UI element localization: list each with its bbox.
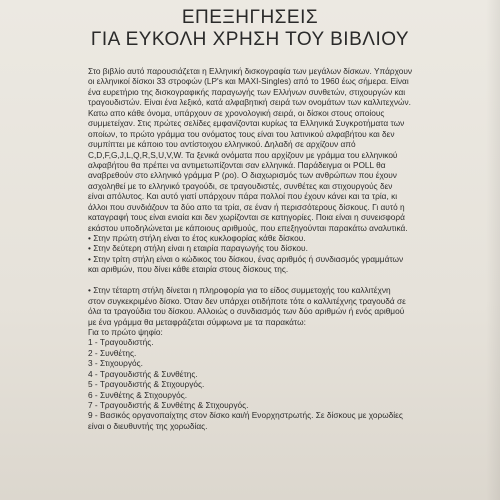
text-line: 4 - Τραγουδιστής & Συνθέτης.	[88, 368, 198, 379]
text-line: • Στην τρίτη στήλη είναι ο κώδικος του δίσκου, ένας αριθμός ή συνδιασμός γραμμάτων	[88, 253, 404, 264]
text-line: συμπίπτει με κάποιο του αντίστοιχου ελληνικού. Δηλαδή σε αρχίζουν από	[88, 139, 356, 150]
text-line: είναι ο διευθυντής της χορωδίας.	[88, 420, 208, 431]
text-line	[88, 275, 428, 285]
text-line: τραγουδιστών. Είναι ένα λεξικό, κατά αλφαβητική σειρά των ονομάτων των καλλιτεχνών.	[88, 97, 411, 108]
text-line: Για το πρώτο ψηφίο:	[88, 326, 163, 337]
text-line: άλλοι που συνδιάζουν τα δύο απο τα τρία, σε έναν ή περισσότερους δίσκους. Γι αυτό η	[88, 201, 405, 212]
text-line: είναι απόλυτος. Και αυτό γιατί υπάρχουν πάρα πολλοί που έχουν κάνει και τα τρία, κι	[88, 191, 398, 202]
text-line: 7 - Τραγουδιστής & Συνθέτης & Στιχουργός.	[88, 400, 249, 410]
text-line: συμμετείχαν. Στις πρώτες σελίδες εμφανίζονται κυρίως τα Ελληνικά Συγκροτήματα των	[88, 118, 405, 129]
text-line: όλα τα τραγούδια του δίσκου. Αλλοιώς ο συνδιασμός των δύο αριθμών ή ενός αριθμού	[88, 306, 405, 317]
text-line: οι ελληνικοί δίσκοι 33 στροφών (LP's και MAXI-Singles) από το 1960 έως σήμερα. Είναι	[88, 76, 409, 87]
text-line: • Στην δεύτερη στήλη είναι η εταιρία παραγωγής του δίσκου.	[88, 243, 308, 254]
text-line: και αριθμών, που δίνει κάθε εταιρία στους δίσκους της.	[88, 264, 289, 275]
page-title: ΕΠΕΞΗΓΗΣΕΙΣ	[181, 7, 319, 28]
text-line: C,D,F,G,J,L,Q,R,S,U,V,W. Τα ξενικά ονόματα που αρχίζουν με γράμμα του ελληνικού	[88, 149, 398, 160]
text-line: στον συγκεκριμένο δίσκο. Όταν δεν υπάρχει οτιδήποτε τότε ο καλλιτέχνης τραγουδά σε	[88, 295, 406, 306]
text-line: Στο βιβλίο αυτό παρουσιάζεται η Ελληνική δισκογραφία των μεγάλων δίσκων. Υπάρχουν	[88, 66, 413, 76]
text-line: με ένα γράμμα θα μεταφράζεται σύμφωνα με τα παρακάτω:	[88, 316, 306, 327]
text-line: 2 - Συνθέτης.	[88, 347, 137, 358]
text-line: 6 - Συνθέτης & Στιχουργός.	[88, 389, 188, 400]
text-line: αλφαβήτου θα πρέπει να αντιμετωπίζονται σαν ελληνικά. Παράδειγμα οι POLL θα	[88, 159, 386, 170]
text-line: 9 - Βασικός οργανοπαίχτης στον δίσκο και/ή Ενορχηστρωτής. Σε δίσκους με χορωδίες	[88, 410, 403, 421]
body-text	[88, 66, 428, 431]
text-line: αναβρεθούν στο ελληνικό γράμμα Ρ (ρο). Ο διαχωρισμός των ανθρώπων που έχουν	[88, 170, 397, 181]
page-edge-shadow	[486, 0, 500, 500]
page-subtitle: ΓΙΑ ΕΥΚΟΛΗ ΧΡΗΣΗ ΤΟΥ ΒΙΒΛΙΟΥ	[90, 29, 410, 50]
text-line: Κατω απο κάθε όνομα, υπάρχουν σε χρονολογική σειρά, οι δίσκοι στους οποίους	[88, 107, 385, 118]
text-line: ασχοληθεί με το ελληνικό τραγούδι, σε τραγουδιστές, συνθέτες και στιχουργούς δεν	[88, 180, 393, 191]
text-line: • Στην πρώτη στήλη είναι το έτος κυκλοφορίας κάθε δίσκου.	[88, 233, 306, 243]
text-line: 1 - Τραγουδιστής.	[88, 337, 154, 348]
text-line: εκάστου υποδηλώνεται με κάποιους αριθμούς, που επεξηγούνται παρακάτω αναλυτικά.	[88, 222, 408, 233]
text-line: οποίων, το πρώτο γράμμα του ονόματος τους είναι του λατινικού αλφαβήτου και δεν	[88, 128, 395, 139]
text-line: ένα ευρετήριο της δισκογραφικής παραγωγής των Ελλήνων συνθετών, στιχουργών και	[88, 86, 406, 97]
text-line: • Στην τέταρτη στήλη δίνεται η πληροφορία για το είδος συμμετοχής του καλλιτέχνη	[88, 285, 391, 296]
text-line: καταγραφή τους είναι ενιαία και δεν χωρίζονται σε κατηγορίες. Ποια είναι η συνεισφορά	[88, 212, 405, 223]
text-line: 5 - Τραγουδιστής & Στιχουργός.	[88, 379, 205, 390]
text-line: 3 - Στιχουργός.	[88, 358, 143, 369]
